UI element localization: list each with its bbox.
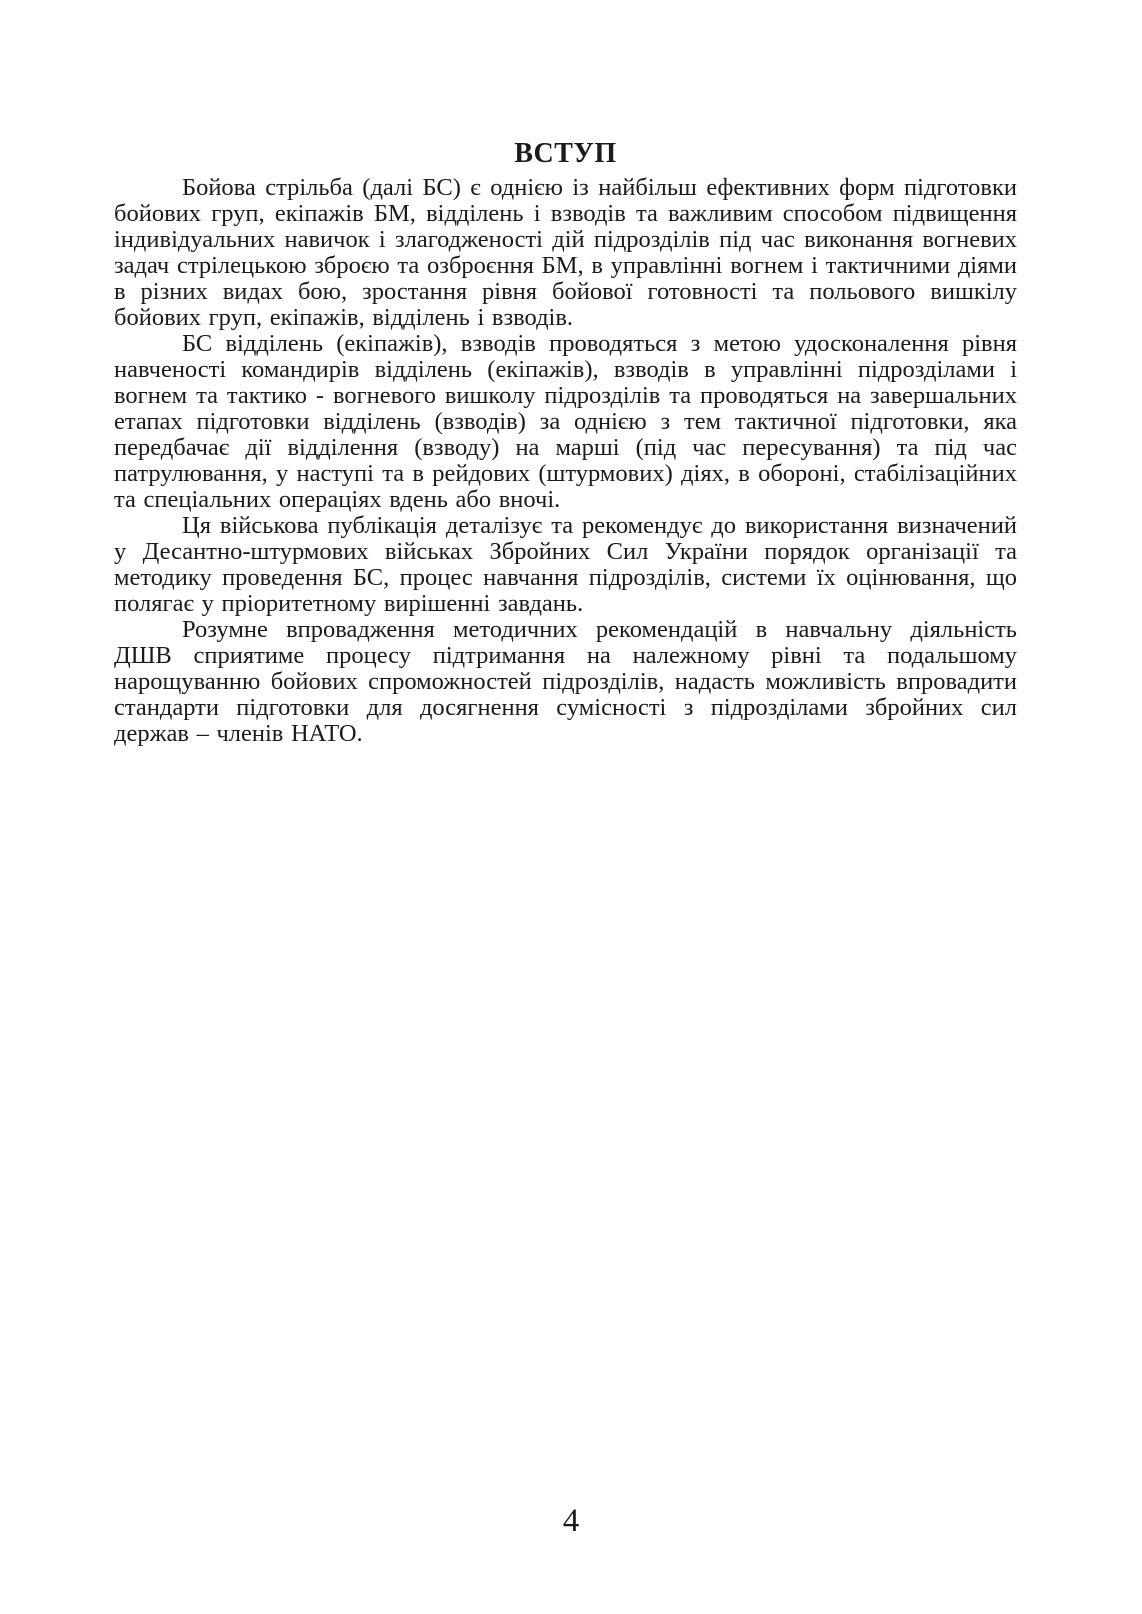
body-paragraph: Ця військова публікація деталізує та рекомендує до використання визначений у Десантно-штурмових військах Збройних Сил України порядок організації та методику проведення БС, процес навчання підрозділів, системи їх оцінювання, що полягає у пріоритетному вирішенні завдань. <box>114 512 1017 617</box>
body-paragraph: Бойова стрільба (далі БС) є однією із найбільш ефективних форм підготовки бойових груп, екіпажів БМ, відділень і взводів та важливим способом підвищення індивідуальних навичок і злагодженості дій підрозділів під час виконання вогневих задач стрілецькою зброєю та озброєння БМ, в управлінні вогнем і тактичними діями в різних видах бою, зростання рівня бойової готовності та польового вишкілу бойових груп, екіпажів, відділень і взводів. <box>114 174 1017 331</box>
page-title: ВСТУП <box>514 138 617 169</box>
page-number: 4 <box>562 1503 580 1539</box>
body-paragraph: Розумне впровадження методичних рекомендацій в навчальну діяльність ДШВ сприятиме процесу підтримання на належному рівні та подальшому нарощуванню бойових спроможностей підрозділів, надасть можливість впровадити стандарти підготовки для досягнення сумісності з підрозділами збройних сил держав – членів НАТО. <box>114 616 1017 747</box>
body-text <box>114 175 1017 747</box>
body-paragraph: БС відділень (екіпажів), взводів проводяться з метою удосконалення рівня навченості командирів відділень (екіпажів), взводів в управлінні підрозділами і вогнем та тактико - вогневого вишколу підрозділів та проводяться на завершальних етапах підготовки відділень (взводів) за однією з тем тактичної підготовки, яка передбачає дії відділення (взводу) на марші (під час пересування) та під час патрулювання, у наступі та в рейдових (штурмових) діях, в обороні, стабілізаційних та спеціальних операціях вдень або вночі. <box>114 330 1017 513</box>
page-content <box>114 139 1017 747</box>
